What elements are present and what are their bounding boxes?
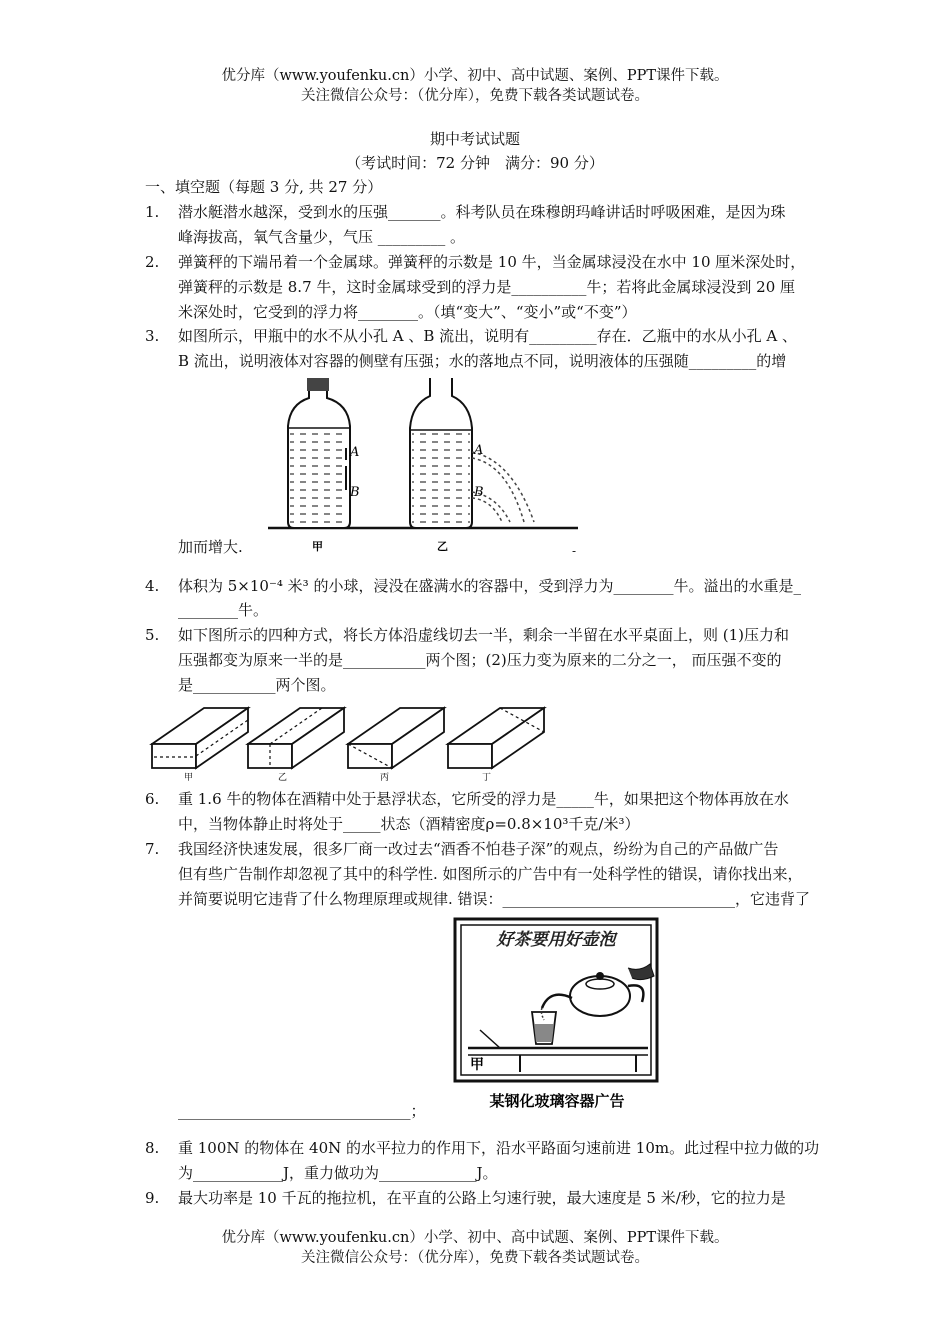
q9-line-1: 最大功率是 10 千瓦的拖拉机，在平直的公路上匀速行驶，最大速度是 5 米/秒，它的拉力是 xyxy=(178,1189,786,1207)
bottle-label-jia: 甲 xyxy=(312,540,323,553)
hole-b-label-jia: B xyxy=(350,485,360,500)
q1-line-2: 峰海拔高，氧气含量少，气压 _________ 。 xyxy=(178,228,466,246)
q3-number: 3. xyxy=(145,327,160,345)
q6-line-1: 重 1.6 牛的物体在酒精中处于悬浮状态，它所受的浮力是_____牛，如果把这个物体再放在水 xyxy=(178,790,789,808)
advert-figure xyxy=(452,916,662,1112)
q8-line-1: 重 100N 的物体在 40N 的水平拉力的作用下，沿水平路面匀速前进 10m。此过程中拉力做的功 xyxy=(178,1139,820,1157)
q1-number: 1. xyxy=(145,203,160,221)
q2-number: 2. xyxy=(145,253,160,271)
q4-line-2: ________牛。 xyxy=(178,601,269,619)
ad-caption: 某钢化玻璃容器广告 xyxy=(489,1092,625,1110)
q4-number: 4. xyxy=(145,577,160,595)
q9-number: 9. xyxy=(145,1189,160,1207)
box-label-yi: 乙 xyxy=(278,773,288,782)
q8-line-2: 为____________J，重力做功为_____________J。 xyxy=(178,1164,498,1182)
box-bing xyxy=(348,708,444,768)
q8-number: 8. xyxy=(145,1139,160,1157)
ad-table-label: 甲 xyxy=(470,1057,484,1073)
exam-subtitle: （考试时间：72 分钟 满分：90 分） xyxy=(346,154,604,172)
box-label-jia: 甲 xyxy=(184,773,194,782)
boxes-figure xyxy=(148,700,558,782)
q5-line-2: 压强都变为原来一半的是___________两个图；(2)压力变为原来的二分之一， 而压强不变的 xyxy=(178,651,782,669)
q3-line-1: 如图所示，甲瓶中的水不从小孔 A 、B 流出，说明有_________存在．乙瓶中的水从小孔 A 、 xyxy=(178,327,798,345)
q5-number: 5. xyxy=(145,626,160,644)
q7-line-3: 并简要说明它违背了什么物理原理或规律. 错误：_______________________________，它违背了 xyxy=(178,890,811,908)
bottles-figure xyxy=(262,374,584,556)
box-label-bing: 丙 xyxy=(380,773,390,782)
q5-line-1: 如下图所示的四种方式，将长方体沿虚线切去一半，剩余一半留在水平桌面上，则 (1)压力和 xyxy=(178,626,790,644)
footer-line-2: 关注微信公众号：（优分库），免费下载各类试题试卷。 xyxy=(301,1250,649,1266)
header-line-2: 关注微信公众号：（优分库），免费下载各类试题试卷。 xyxy=(301,88,649,104)
q2-line-3: 米深处时，它受到的浮力将________。（填“变大”、“变小”或“不变”） xyxy=(178,303,637,321)
q6-line-2: 中，当物体静止时将处于_____状态（酒精密度ρ=0.8×10³千克/米³） xyxy=(178,815,640,833)
exam-title: 期中考试试题 xyxy=(429,130,520,148)
q3-tail-mark: - xyxy=(572,544,577,558)
q5-line-3: 是___________两个图。 xyxy=(178,676,336,694)
ad-slogan: 好茶要用好壶泡 xyxy=(496,930,616,950)
hole-b-label-yi: B xyxy=(474,485,484,500)
bottle-jia xyxy=(288,378,350,528)
header-line-1: 优分库（www.youfenku.cn）小学、初中、高中试题、案例、PPT课件下载。 xyxy=(221,68,729,84)
q7-line-2: 但有些广告制作却忽视了其中的科学性. 如图所示的广告中有一处科学性的错误，请你找出来， xyxy=(178,865,803,883)
glass-cup xyxy=(532,1012,556,1044)
q7-line-1: 我国经济快速发展，很多厂商一改过去“酒香不怕巷子深”的观点，纷纷为自己的产品做广告 xyxy=(178,840,779,858)
q4-line-1: 体积为 5×10⁻⁴ 米³ 的小球，浸没在盛满水的容器中，受到浮力为________牛。溢出的水重是_ xyxy=(178,577,801,595)
q2-line-1: 弹簧秤的下端吊着一个金属球。弹簧秤的示数是 10 牛，当金属球浸没在水中 10 厘米深处时， xyxy=(178,253,806,271)
box-label-ding: 丁 xyxy=(482,773,492,782)
q3-line-3: 加而增大. xyxy=(178,538,243,556)
hole-a-label-yi: A xyxy=(474,443,484,458)
box-yi xyxy=(248,708,344,768)
q7-line-4: _______________________________； xyxy=(178,1102,426,1120)
section-heading: 一、填空题（每题 3 分, 共 27 分） xyxy=(145,178,383,196)
footer-line-1: 优分库（www.youfenku.cn）小学、初中、高中试题、案例、PPT课件下载。 xyxy=(221,1230,729,1246)
box-ding xyxy=(448,708,544,768)
q1-line-1: 潜水艇潜水越深，受到水的压强_______。科考队员在珠穆朗玛峰讲话时呼吸困难，是因为珠 xyxy=(178,203,786,221)
q3-line-2: B 流出，说明液体对容器的侧壁有压强；水的落地点不同，说明液体的压强随_________的增 xyxy=(178,352,787,370)
box-jia xyxy=(152,708,248,768)
hole-a-label-jia: A xyxy=(350,445,360,460)
q6-number: 6. xyxy=(145,790,160,808)
bottle-label-yi: 乙 xyxy=(437,540,448,553)
bottle-yi xyxy=(410,378,534,528)
q2-line-2: 弹簧秤的示数是 8.7 牛，这时金属球受到的浮力是__________牛；若将此金属球浸没到 20 厘 xyxy=(178,278,796,296)
q7-number: 7. xyxy=(145,840,160,858)
